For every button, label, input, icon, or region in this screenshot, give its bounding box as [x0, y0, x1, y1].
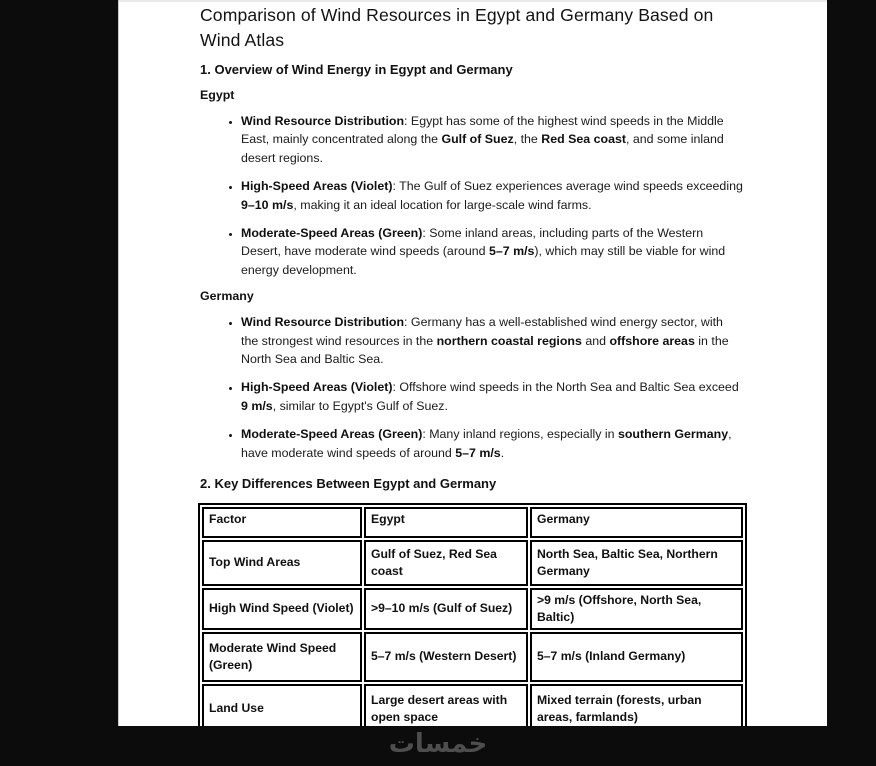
document-page — [118, 0, 827, 726]
list-item: • Moderate-Speed Areas (Green): Many inland regions, especially in southern Germany, have moderate wind speeds of around 5–7 m/s. — [241, 425, 743, 462]
table-cell: >9–10 m/s (Gulf of Suez) — [364, 588, 528, 630]
table-cell: Gulf of Suez, Red Sea coast — [364, 540, 528, 586]
list-item: • Wind Resource Distribution: Egypt has some of the highest wind speeds in the Middle East, mainly concentrated along the Gulf of Suez, the Red Sea coast, and some inland desert regions. — [241, 112, 743, 167]
document-title: Comparison of Wind Resources in Egypt and Germany Based on Wind Atlas — [200, 5, 714, 50]
table-cell: High Wind Speed (Violet) — [202, 588, 362, 630]
list-item: • Moderate-Speed Areas (Green): Some inland areas, including parts of the Western Desert, have moderate wind speeds (around 5–7 m/s), which may still be viable for wind energy development. — [241, 224, 743, 279]
list-item: • High-Speed Areas (Violet): Offshore wind speeds in the North Sea and Baltic Sea exceed 9 m/s, similar to Egypt's Gulf of Suez. — [241, 378, 743, 415]
table-row — [202, 632, 743, 682]
egypt-subheading: Egypt — [200, 88, 235, 102]
table-row — [202, 588, 743, 630]
table-cell: Top Wind Areas — [202, 540, 362, 586]
section-2-heading: 2. Key Differences Between Egypt and Germany — [200, 476, 497, 492]
document-content — [119, 2, 827, 738]
table-head — [202, 507, 743, 538]
table-cell: North Sea, Baltic Sea, Northern Germany — [530, 540, 743, 586]
table-cell: 5–7 m/s (Inland Germany) — [530, 632, 743, 682]
table-cell: Large desert areas with open space — [364, 684, 528, 734]
khamsat-logo: خمسات — [388, 729, 488, 759]
egypt-bullet-list — [200, 112, 743, 279]
table-header-cell: Egypt — [364, 507, 528, 538]
table-cell: Land Use — [202, 684, 362, 734]
table-header-cell: Germany — [530, 507, 743, 538]
section-1-heading: 1. Overview of Wind Energy in Egypt and Germany — [200, 62, 513, 77]
list-item: • Wind Resource Distribution: Germany has a well-established wind energy sector, with the strongest wind resources in the northern coastal regions and offshore areas in the North Sea and Baltic Sea. — [241, 313, 743, 368]
list-item: • High-Speed Areas (Violet): The Gulf of Suez experiences average wind speeds exceeding 9–10 m/s, making it an ideal location for large-scale wind farms. — [241, 177, 743, 214]
germany-bullet-list — [200, 313, 743, 462]
table-body — [202, 540, 743, 734]
footer-watermark-bar — [0, 726, 876, 766]
table-row — [202, 540, 743, 586]
comparison-table — [198, 503, 747, 738]
table-cell: >9 m/s (Offshore, North Sea, Baltic) — [530, 588, 743, 630]
table-header-row — [202, 507, 743, 538]
table-cell: Mixed terrain (forests, urban areas, farmlands) — [530, 684, 743, 734]
table-cell: Moderate Wind Speed (Green) — [202, 632, 362, 682]
germany-subheading: Germany — [200, 289, 254, 304]
table-cell: 5–7 m/s (Western Desert) — [364, 632, 528, 682]
table-header-cell: Factor — [202, 507, 362, 538]
